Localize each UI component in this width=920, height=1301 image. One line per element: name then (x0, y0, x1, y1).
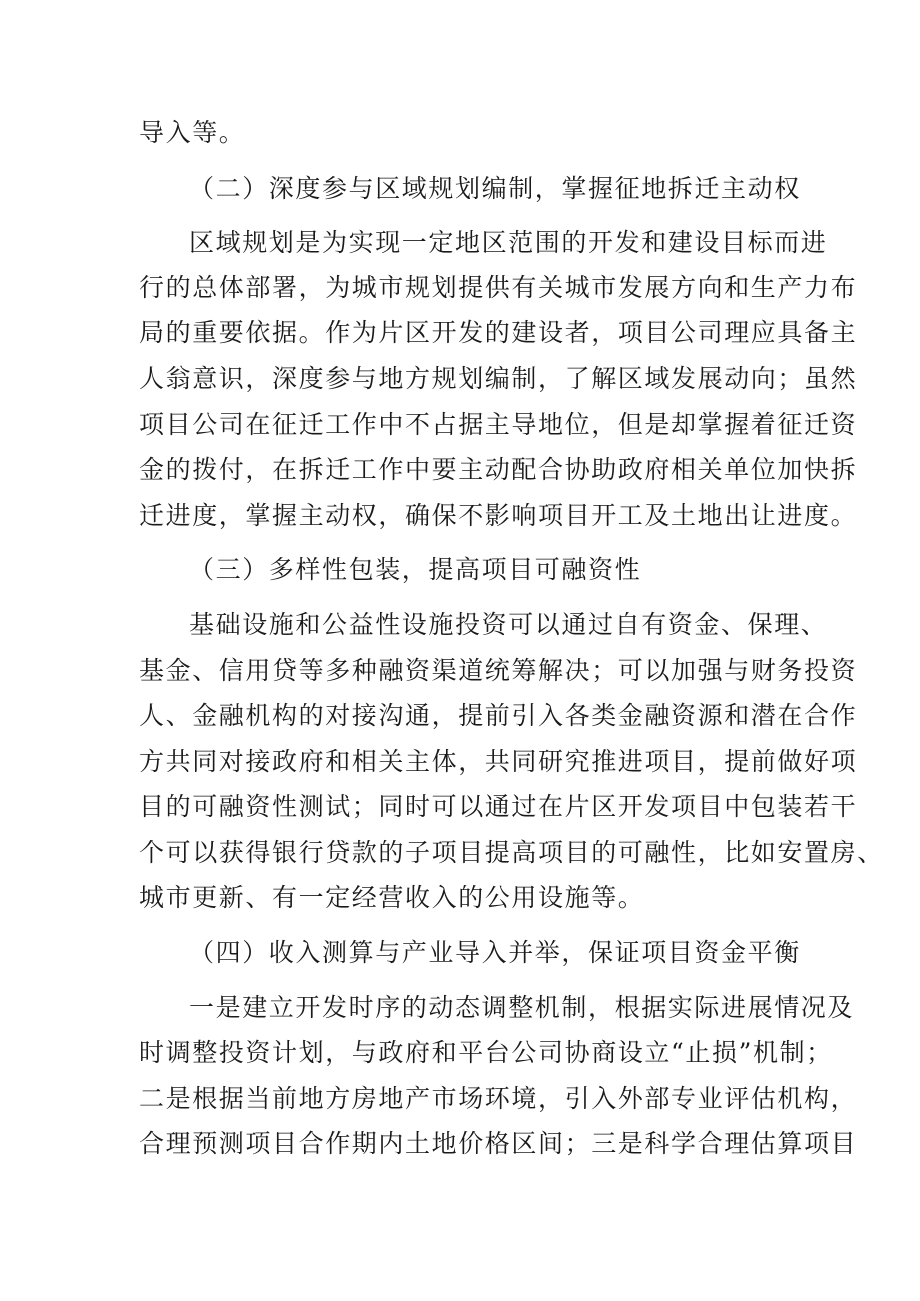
body-line: 局的重要依据。作为片区开发的建设者，项目公司理应具备主 (139, 318, 858, 347)
body-line: 基础设施和公益性设施投资可以通过自有资金、保理、 (189, 610, 828, 639)
body-line: 二是根据当前地方房地产市场环境，引入外部专业评估机构， (139, 1084, 858, 1113)
body-line: 行的总体部署，为城市规划提供有关城市发展方向和生产力布 (139, 273, 858, 302)
section-heading-3: （三）多样性包装，提高项目可融资性 (189, 555, 642, 584)
body-line: 项目公司在征迁工作中不占据主导地位，但是却掌握着征迁资 (139, 410, 858, 439)
body-line: 目的可融资性测试；同时可以通过在片区开发项目中包装若干 (139, 792, 858, 821)
body-line: 合理预测项目合作期内土地价格区间；三是科学合理估算项目 (139, 1129, 858, 1158)
body-line: 基金、信用贷等多种融资渠道统筹解决；可以加强与财务投资 (139, 656, 858, 685)
section-heading-4: （四）收入测算与产业导入并举，保证项目资金平衡 (189, 938, 801, 967)
section-heading-2: （二）深度参与区域规划编制，掌握征地拆迁主动权 (189, 174, 801, 203)
body-line: 个可以获得银行贷款的子项目提高项目的可融性，比如安置房、 (139, 838, 884, 867)
body-line: 区域规划是为实现一定地区范围的开发和建设目标而进 (189, 228, 828, 257)
body-line: 一是建立开发时序的动态调整机制，根据实际进展情况及 (189, 993, 855, 1022)
body-line: 迁进度，掌握主动权，确保不影响项目开工及土地出让进度。 (139, 501, 858, 530)
body-line: 方共同对接政府和相关主体，共同研究推进项目，提前做好项 (139, 747, 858, 776)
body-line: 人翁意识，深度参与地方规划编制，了解区域发展动向；虽然 (139, 364, 858, 393)
body-line: 人、金融机构的对接沟通，提前引入各类金融资源和潜在合作 (139, 701, 858, 730)
body-line: 金的拨付，在拆迁工作中要主动配合协助政府相关单位加快拆 (139, 455, 858, 484)
body-line: 城市更新、有一定经营收入的公用设施等。 (139, 883, 645, 912)
paragraph-tail-line: 导入等。 (139, 118, 246, 147)
body-line: 时调整投资计划，与政府和平台公司协商设立“止损”机制； (139, 1038, 833, 1067)
